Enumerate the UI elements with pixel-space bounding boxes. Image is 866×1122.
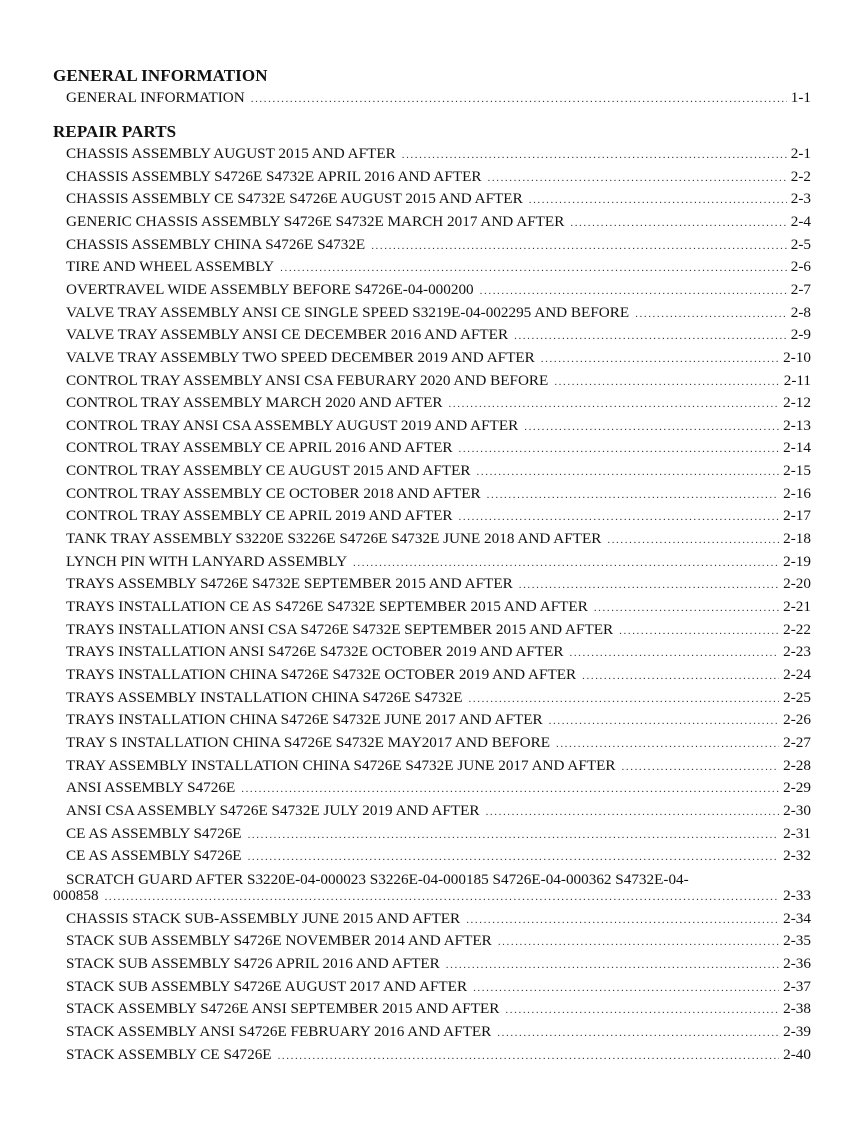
toc-entry-title: STACK ASSEMBLY CE S4726E — [66, 1045, 272, 1063]
toc-page-number: 2-23 — [783, 643, 811, 661]
dot-leader — [582, 670, 779, 682]
toc-entry[interactable] — [66, 89, 811, 111]
toc-entry[interactable] — [66, 779, 811, 801]
toc-entry-title: STACK SUB ASSEMBLY S4726 APRIL 2016 AND AFTER — [66, 955, 440, 973]
toc-entry[interactable] — [66, 847, 811, 869]
toc-entry[interactable] — [66, 978, 811, 1000]
toc-page-number: 2-13 — [783, 416, 811, 434]
toc-entry-title: CONTROL TRAY ASSEMBLY ANSI CSA FEBURARY 2020 AND BEFORE — [66, 371, 549, 389]
dot-leader — [473, 982, 779, 994]
toc-page-number: 2-6 — [790, 258, 811, 276]
dot-leader — [498, 936, 779, 948]
toc-entry[interactable] — [66, 190, 811, 212]
toc-entry-title: CHASSIS ASSEMBLY CE S4732E S4726E AUGUST 2015 AND AFTER — [66, 190, 523, 208]
dot-leader — [251, 93, 787, 105]
toc-entry-title: CHASSIS ASSEMBLY S4726E S4732E APRIL 2016 AND AFTER — [66, 167, 482, 185]
toc-page-number: 2-7 — [790, 280, 811, 298]
toc-entry-title: CONTROL TRAY ASSEMBLY MARCH 2020 AND AFTER — [66, 394, 443, 412]
toc-page-number: 2-30 — [783, 801, 811, 819]
dot-leader — [549, 715, 780, 727]
toc-entry[interactable] — [66, 689, 811, 711]
dot-leader — [541, 353, 779, 365]
toc-entry-title: TRAYS ASSEMBLY INSTALLATION CHINA S4726E S4732E — [66, 688, 463, 706]
toc-page-number: 2-39 — [783, 1023, 811, 1041]
dot-leader — [469, 693, 780, 705]
dot-leader — [449, 398, 780, 410]
toc-page-number: 2-35 — [783, 932, 811, 950]
toc-entry[interactable] — [66, 802, 811, 824]
toc-entry[interactable] — [66, 439, 811, 461]
toc-entry-title: STACK ASSEMBLY S4726E ANSI SEPTEMBER 2015 AND AFTER — [66, 1000, 500, 1018]
toc-page-number: 2-26 — [783, 711, 811, 729]
toc-page-number: 2-19 — [783, 552, 811, 570]
toc-entry[interactable] — [66, 281, 811, 303]
toc-page-number: 2-38 — [783, 1000, 811, 1018]
dot-leader — [353, 557, 779, 569]
section-heading: REPAIR PARTS — [53, 122, 177, 141]
toc-entry-title: CONTROL TRAY ASSEMBLY CE AUGUST 2015 AND AFTER — [66, 462, 471, 480]
toc-entry-title: TRAYS ASSEMBLY S4726E S4732E SEPTEMBER 2015 AND AFTER — [66, 575, 513, 593]
dot-leader — [105, 891, 780, 903]
dot-leader — [477, 466, 780, 478]
toc-page-number: 2-16 — [783, 484, 811, 502]
toc-entry[interactable] — [53, 887, 811, 909]
toc-entry[interactable] — [66, 462, 811, 484]
toc-entry-title: CONTROL TRAY ASSEMBLY CE APRIL 2019 AND AFTER — [66, 507, 453, 525]
toc-page-number: 2-9 — [790, 326, 811, 344]
toc-entry-title: STACK ASSEMBLY ANSI S4726E FEBRUARY 2016 AND AFTER — [66, 1023, 492, 1041]
toc-entry[interactable] — [66, 575, 811, 597]
toc-entry[interactable] — [66, 349, 811, 371]
toc-entry[interactable] — [66, 1046, 811, 1068]
toc-page-number: 2-4 — [790, 212, 811, 230]
toc-page-number: 2-1 — [790, 145, 811, 162]
toc-entry[interactable] — [66, 304, 811, 326]
dot-leader — [569, 647, 779, 659]
toc-page-number: 2-20 — [783, 575, 811, 593]
toc-entry[interactable] — [66, 485, 811, 507]
toc-entry-title: 000858 — [53, 886, 99, 904]
toc-page-number: 2-28 — [783, 756, 811, 774]
dot-leader — [402, 149, 787, 161]
toc-entry[interactable] — [66, 394, 811, 416]
toc-page-number: 2-15 — [783, 462, 811, 480]
section-heading: GENERAL INFORMATION — [53, 66, 268, 85]
dot-leader — [607, 534, 779, 546]
toc-entry-title: TRAYS INSTALLATION ANSI CSA S4726E S4732E SEPTEMBER 2015 AND AFTER — [66, 620, 614, 638]
dot-leader — [480, 285, 787, 297]
toc-page-number: 2-11 — [783, 371, 811, 389]
toc-entry[interactable] — [66, 734, 811, 756]
toc-entry-title: CONTROL TRAY ANSI CSA ASSEMBLY AUGUST 2019 AND AFTER — [66, 416, 519, 434]
toc-entry[interactable] — [66, 553, 811, 575]
dot-leader — [466, 914, 779, 926]
dot-leader — [505, 1004, 779, 1016]
toc-page-number: 2-22 — [783, 620, 811, 638]
dot-leader — [529, 194, 787, 206]
toc-page-number: 2-21 — [783, 598, 811, 615]
toc-page-number: 2-3 — [790, 190, 811, 208]
dot-leader — [570, 217, 786, 229]
dot-leader — [622, 761, 780, 773]
dot-leader — [459, 511, 780, 523]
toc-entry-title: CE AS ASSEMBLY S4726E — [66, 824, 242, 842]
dot-leader — [497, 1027, 779, 1039]
toc-page-number: 2-36 — [783, 955, 811, 973]
dot-leader — [488, 172, 787, 184]
toc-entry[interactable] — [66, 825, 811, 847]
toc-page-number: 2-40 — [783, 1045, 811, 1063]
toc-page-number: 2-32 — [783, 847, 811, 865]
dot-leader — [514, 330, 787, 342]
toc-entry-title: GENERIC CHASSIS ASSEMBLY S4726E S4732E MARCH 2017 AND AFTER — [66, 212, 565, 230]
toc-page-number: 2-29 — [783, 779, 811, 797]
toc-entry[interactable] — [66, 932, 811, 954]
toc-entry-title: VALVE TRAY ASSEMBLY ANSI CE DECEMBER 2016 AND AFTER — [66, 326, 509, 344]
toc-entry-title: CONTROL TRAY ASSEMBLY CE APRIL 2016 AND AFTER — [66, 439, 453, 457]
toc-entry-title: CE AS ASSEMBLY S4726E — [66, 847, 242, 865]
toc-entry-title: LYNCH PIN WITH LANYARD ASSEMBLY — [66, 552, 348, 570]
toc-entry[interactable] — [66, 643, 811, 665]
toc-entry-title: STACK SUB ASSEMBLY S4726E AUGUST 2017 AND AFTER — [66, 977, 468, 995]
dot-leader — [487, 489, 780, 501]
toc-entry-title: TIRE AND WHEEL ASSEMBLY — [66, 258, 275, 276]
toc-entry[interactable] — [66, 417, 811, 439]
toc-entry[interactable] — [66, 213, 811, 235]
toc-page-number: 2-2 — [790, 167, 811, 185]
dot-leader — [554, 376, 779, 388]
toc-entry[interactable] — [66, 1000, 811, 1022]
toc-entry[interactable] — [66, 955, 811, 977]
dot-leader — [459, 443, 780, 455]
toc-page-number: 2-12 — [783, 394, 811, 412]
toc-entry-title: TANK TRAY ASSEMBLY S3220E S3226E S4726E S4732E JUNE 2018 AND AFTER — [66, 530, 602, 548]
toc-page-number: 2-25 — [783, 688, 811, 706]
toc-entry[interactable] — [66, 1023, 811, 1045]
toc-page-number: 2-18 — [783, 530, 811, 548]
toc-entry-title: CHASSIS ASSEMBLY CHINA S4726E S4732E — [66, 235, 366, 253]
toc-entry-title: TRAYS INSTALLATION CHINA S4726E S4732E OCTOBER 2019 AND AFTER — [66, 665, 577, 683]
toc-entry-title: TRAY S INSTALLATION CHINA S4726E S4732E MAY2017 AND BEFORE — [66, 733, 550, 751]
toc-entry-title: OVERTRAVEL WIDE ASSEMBLY BEFORE S4726E-04-000200 — [66, 280, 474, 298]
toc-entry-title: CHASSIS ASSEMBLY AUGUST 2015 AND AFTER — [66, 145, 396, 162]
toc-entry[interactable] — [66, 598, 811, 620]
dot-leader — [446, 959, 779, 971]
toc-page-number: 2-10 — [783, 348, 811, 366]
dot-leader — [248, 829, 780, 841]
toc-page-number: 2-31 — [783, 824, 811, 842]
toc-entry-title: ANSI CSA ASSEMBLY S4726E S4732E JULY 2019 AND AFTER — [66, 801, 480, 819]
toc-entry[interactable] — [66, 145, 811, 167]
toc-entry-title: TRAYS INSTALLATION CE AS S4726E S4732E SEPTEMBER 2015 AND AFTER — [66, 598, 588, 615]
dot-leader — [519, 579, 779, 591]
toc-entry[interactable] — [66, 372, 811, 394]
toc-entry-title: STACK SUB ASSEMBLY S4726E NOVEMBER 2014 AND AFTER — [66, 932, 492, 950]
toc-entry[interactable] — [66, 530, 811, 552]
toc-entry-title: VALVE TRAY ASSEMBLY TWO SPEED DECEMBER 2019 AND AFTER — [66, 348, 535, 366]
toc-entry-title: ANSI ASSEMBLY S4726E — [66, 779, 236, 797]
dot-leader — [278, 1050, 780, 1062]
toc-entry[interactable] — [66, 711, 811, 733]
toc-page-number: 2-14 — [783, 439, 811, 457]
dot-leader — [280, 262, 787, 274]
toc-entry-title: CONTROL TRAY ASSEMBLY CE OCTOBER 2018 AND AFTER — [66, 484, 481, 502]
dot-leader — [486, 806, 780, 818]
toc-page-number: 2-5 — [790, 235, 811, 253]
dot-leader — [594, 602, 779, 614]
dot-leader — [524, 421, 779, 433]
toc-entry[interactable] — [66, 910, 811, 932]
toc-entry[interactable] — [66, 507, 811, 529]
dot-leader — [619, 625, 779, 637]
toc-entry-title: TRAYS INSTALLATION ANSI S4726E S4732E OCTOBER 2019 AND AFTER — [66, 643, 564, 661]
toc-entry[interactable] — [66, 236, 811, 258]
toc-page-number: 2-8 — [790, 303, 811, 321]
toc-page-number: 2-24 — [783, 665, 811, 683]
toc-page-number: 2-27 — [783, 733, 811, 751]
toc-page-number: 2-37 — [783, 977, 811, 995]
dot-leader — [635, 308, 787, 320]
toc-entry-title-line1[interactable]: SCRATCH GUARD AFTER S3220E-04-000023 S3226E-04-000185 S4726E-04-000362 S4732E-04- — [66, 870, 689, 888]
dot-leader — [241, 783, 779, 795]
toc-entry-title: GENERAL INFORMATION — [66, 89, 245, 106]
toc-page-number: 2-34 — [783, 909, 811, 927]
toc-entry-title: VALVE TRAY ASSEMBLY ANSI CE SINGLE SPEED S3219E-04-002295 AND BEFORE — [66, 303, 630, 321]
toc-entry[interactable] — [66, 258, 811, 280]
toc-entry[interactable] — [66, 168, 811, 190]
toc-entry-title: TRAY ASSEMBLY INSTALLATION CHINA S4726E S4732E JUNE 2017 AND AFTER — [66, 756, 616, 774]
dot-leader — [248, 851, 780, 863]
toc-entry[interactable] — [66, 666, 811, 688]
toc-entry[interactable] — [66, 621, 811, 643]
dot-leader — [556, 738, 779, 750]
toc-entry-title: CHASSIS STACK SUB-ASSEMBLY JUNE 2015 AND AFTER — [66, 909, 461, 927]
toc-page-number: 1-1 — [790, 89, 811, 106]
toc-page-number: 2-33 — [783, 886, 811, 904]
toc-entry-title: TRAYS INSTALLATION CHINA S4726E S4732E JUNE 2017 AND AFTER — [66, 711, 543, 729]
toc-entry[interactable] — [66, 326, 811, 348]
dot-leader — [371, 240, 787, 252]
toc-entry[interactable] — [66, 757, 811, 779]
toc-page-number: 2-17 — [783, 507, 811, 525]
